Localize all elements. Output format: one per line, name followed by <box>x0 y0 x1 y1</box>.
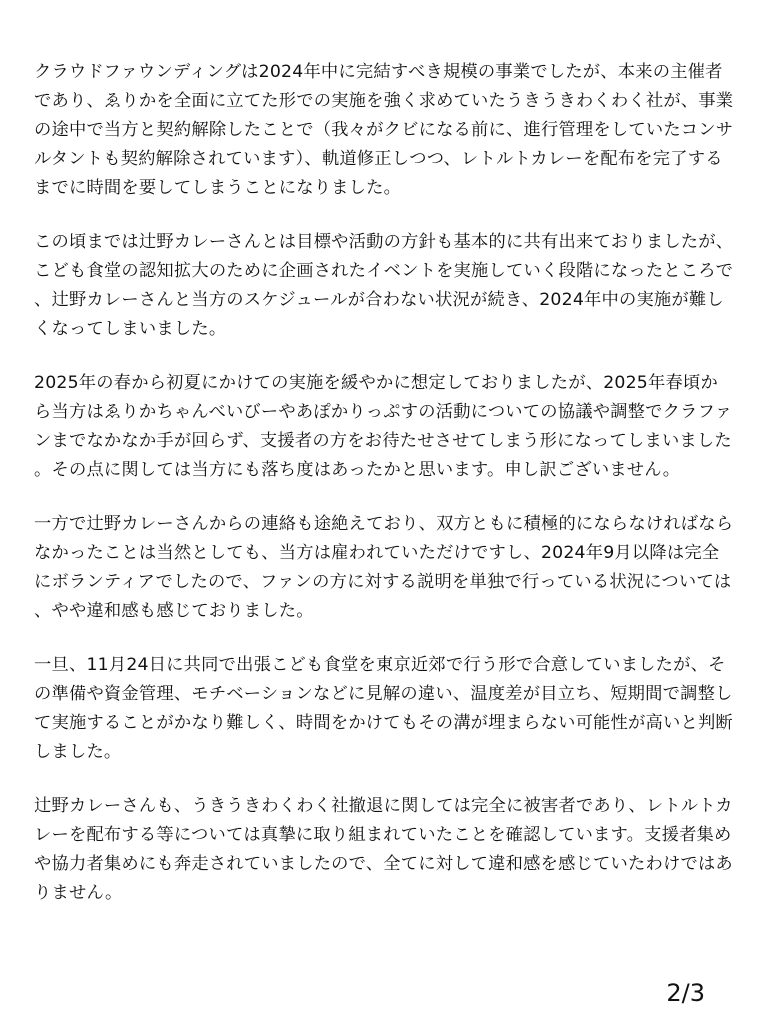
paragraph-4: 一方で辻野カレーさんからの連絡も途絶えており、双方ともに積極的にならなければならなかったことは当然としても、当方は雇われていただけですし、2024年9月以降は完全にボランティアでしたので、ファンの方に対する説明を単独で行っている状況については、やや違和感も感じておりました。 <box>34 514 734 621</box>
page-number: 2/3 <box>666 979 705 1007</box>
paragraph-1: クラウドファウンディングは2024年中に完結すべき規模の事業でしたが、本来の主催者であり、ゑりかを全面に立てた形での実施を強く求めていたうきうきわくわく社が、事業の途中で当方と契約解除したことで（我々がクビになる前に、進行管理をしていたコンサルタントも契約解除されています）、軌道修正しつつ、レトルトカレーを配布を完了するまでに時間を要してしまうことになりました。 <box>34 62 734 198</box>
paragraph-5: 一旦、11月24日に共同で出張こども食堂を東京近郊で行う形で合意していましたが、その準備や資金管理、モチベーションなどに見解の違い、温度差が目立ち、短期間で調整して実施することがかなり難しく、時間をかけてもその溝が埋まらない可能性が高いと判断しました。 <box>34 655 733 762</box>
document-body <box>34 58 734 933</box>
paragraph-3: 2025年の春から初夏にかけての実施を緩やかに想定しておりましたが、2025年春頃から当方はゑりかちゃんべいびーやあぽかりっぷすの活動についての協議や調整でクラファンまでなかなか手が回らず、支援者の方をお待たせさせてしまう形になってしまいました。その点に関しては当方にも落ち度はあったかと思います。申し訳ございません。 <box>34 373 733 480</box>
paragraph-2: この頃までは辻野カレーさんとは目標や活動の方針も基本的に共有出来ておりましたが、こども食堂の認知拡大のために企画されたイベントを実施していく段階になったところで、辻野カレーさんと当方のスケジュールが合わない状況が続き、2024年中の実施が難しくなってしまいました。 <box>34 232 734 339</box>
paragraph-6: 辻野カレーさんも、うきうきわくわく社撤退に関しては完全に被害者であり、レトルトカレーを配布する等については真摯に取り組まれていたことを確認しています。支援者集めや協力者集めにも奔走されていましたので、全てに対して違和感を感じていたわけではありません。 <box>34 796 733 903</box>
